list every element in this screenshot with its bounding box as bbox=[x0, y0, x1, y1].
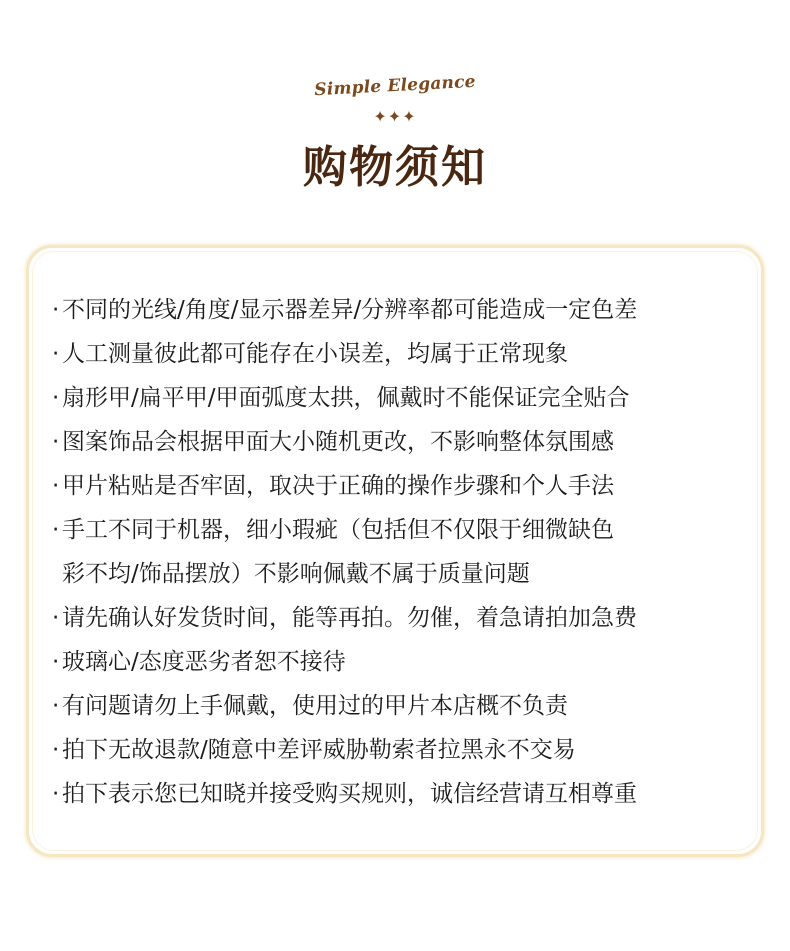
page-title: 购物须知 bbox=[303, 142, 487, 193]
rules-list bbox=[52, 288, 752, 816]
rule-item bbox=[52, 640, 752, 684]
header bbox=[0, 0, 790, 230]
rule-text: 人工测量彼此都可能存在小误差，均属于正常现象 bbox=[62, 341, 568, 367]
rule-item bbox=[52, 772, 752, 816]
script-title: Simple Elegance bbox=[313, 71, 477, 101]
stars-decoration: ✦✦✦ bbox=[373, 107, 417, 126]
rule-item bbox=[52, 332, 752, 376]
rule-text: 拍下表示您已知晓并接受购买规则，诚信经营请互相尊重 bbox=[62, 781, 637, 807]
bullet: · bbox=[52, 693, 60, 719]
bullet: · bbox=[52, 297, 60, 323]
bullet: · bbox=[52, 649, 60, 675]
rule-item bbox=[52, 508, 752, 596]
rule-text: 拍下无故退款/随意中差评威胁勒索者拉黑永不交易 bbox=[62, 737, 576, 763]
rule-text-continuation: 彩不均/饰品摆放）不影响佩戴不属于质量问题 bbox=[62, 561, 530, 587]
bullet: · bbox=[52, 429, 60, 455]
bullet: · bbox=[52, 341, 60, 367]
bullet: · bbox=[52, 737, 60, 763]
rule-text: 有问题请勿上手佩戴，使用过的甲片本店概不负责 bbox=[62, 693, 568, 719]
bullet: · bbox=[52, 605, 60, 631]
rule-text: 玻璃心/态度恶劣者恕不接待 bbox=[62, 649, 346, 675]
rule-item bbox=[52, 728, 752, 772]
rule-item bbox=[52, 464, 752, 508]
rule-text: 请先确认好发货时间，能等再拍。勿催，着急请拍加急费 bbox=[62, 605, 637, 631]
rule-item bbox=[52, 596, 752, 640]
bullet: · bbox=[52, 517, 60, 543]
bullet: · bbox=[52, 473, 60, 499]
rule-text: 不同的光线/角度/显示器差异/分辨率都可能造成一定色差 bbox=[62, 297, 638, 323]
rule-item bbox=[52, 684, 752, 728]
rule-text: 扇形甲/扁平甲/甲面弧度太拱，佩戴时不能保证完全贴合 bbox=[62, 385, 630, 411]
bullet: · bbox=[52, 385, 60, 411]
rule-item bbox=[52, 420, 752, 464]
bullet: · bbox=[52, 781, 60, 807]
rule-item bbox=[52, 376, 752, 420]
rule-text: 甲片粘贴是否牢固，取决于正确的操作步骤和个人手法 bbox=[62, 473, 614, 499]
rule-text: 手工不同于机器，细小瑕疵（包括但不仅限于细微缺色 bbox=[62, 517, 614, 543]
rule-item bbox=[52, 288, 752, 332]
rule-text: 图案饰品会根据甲面大小随机更改，不影响整体氛围感 bbox=[62, 429, 614, 455]
